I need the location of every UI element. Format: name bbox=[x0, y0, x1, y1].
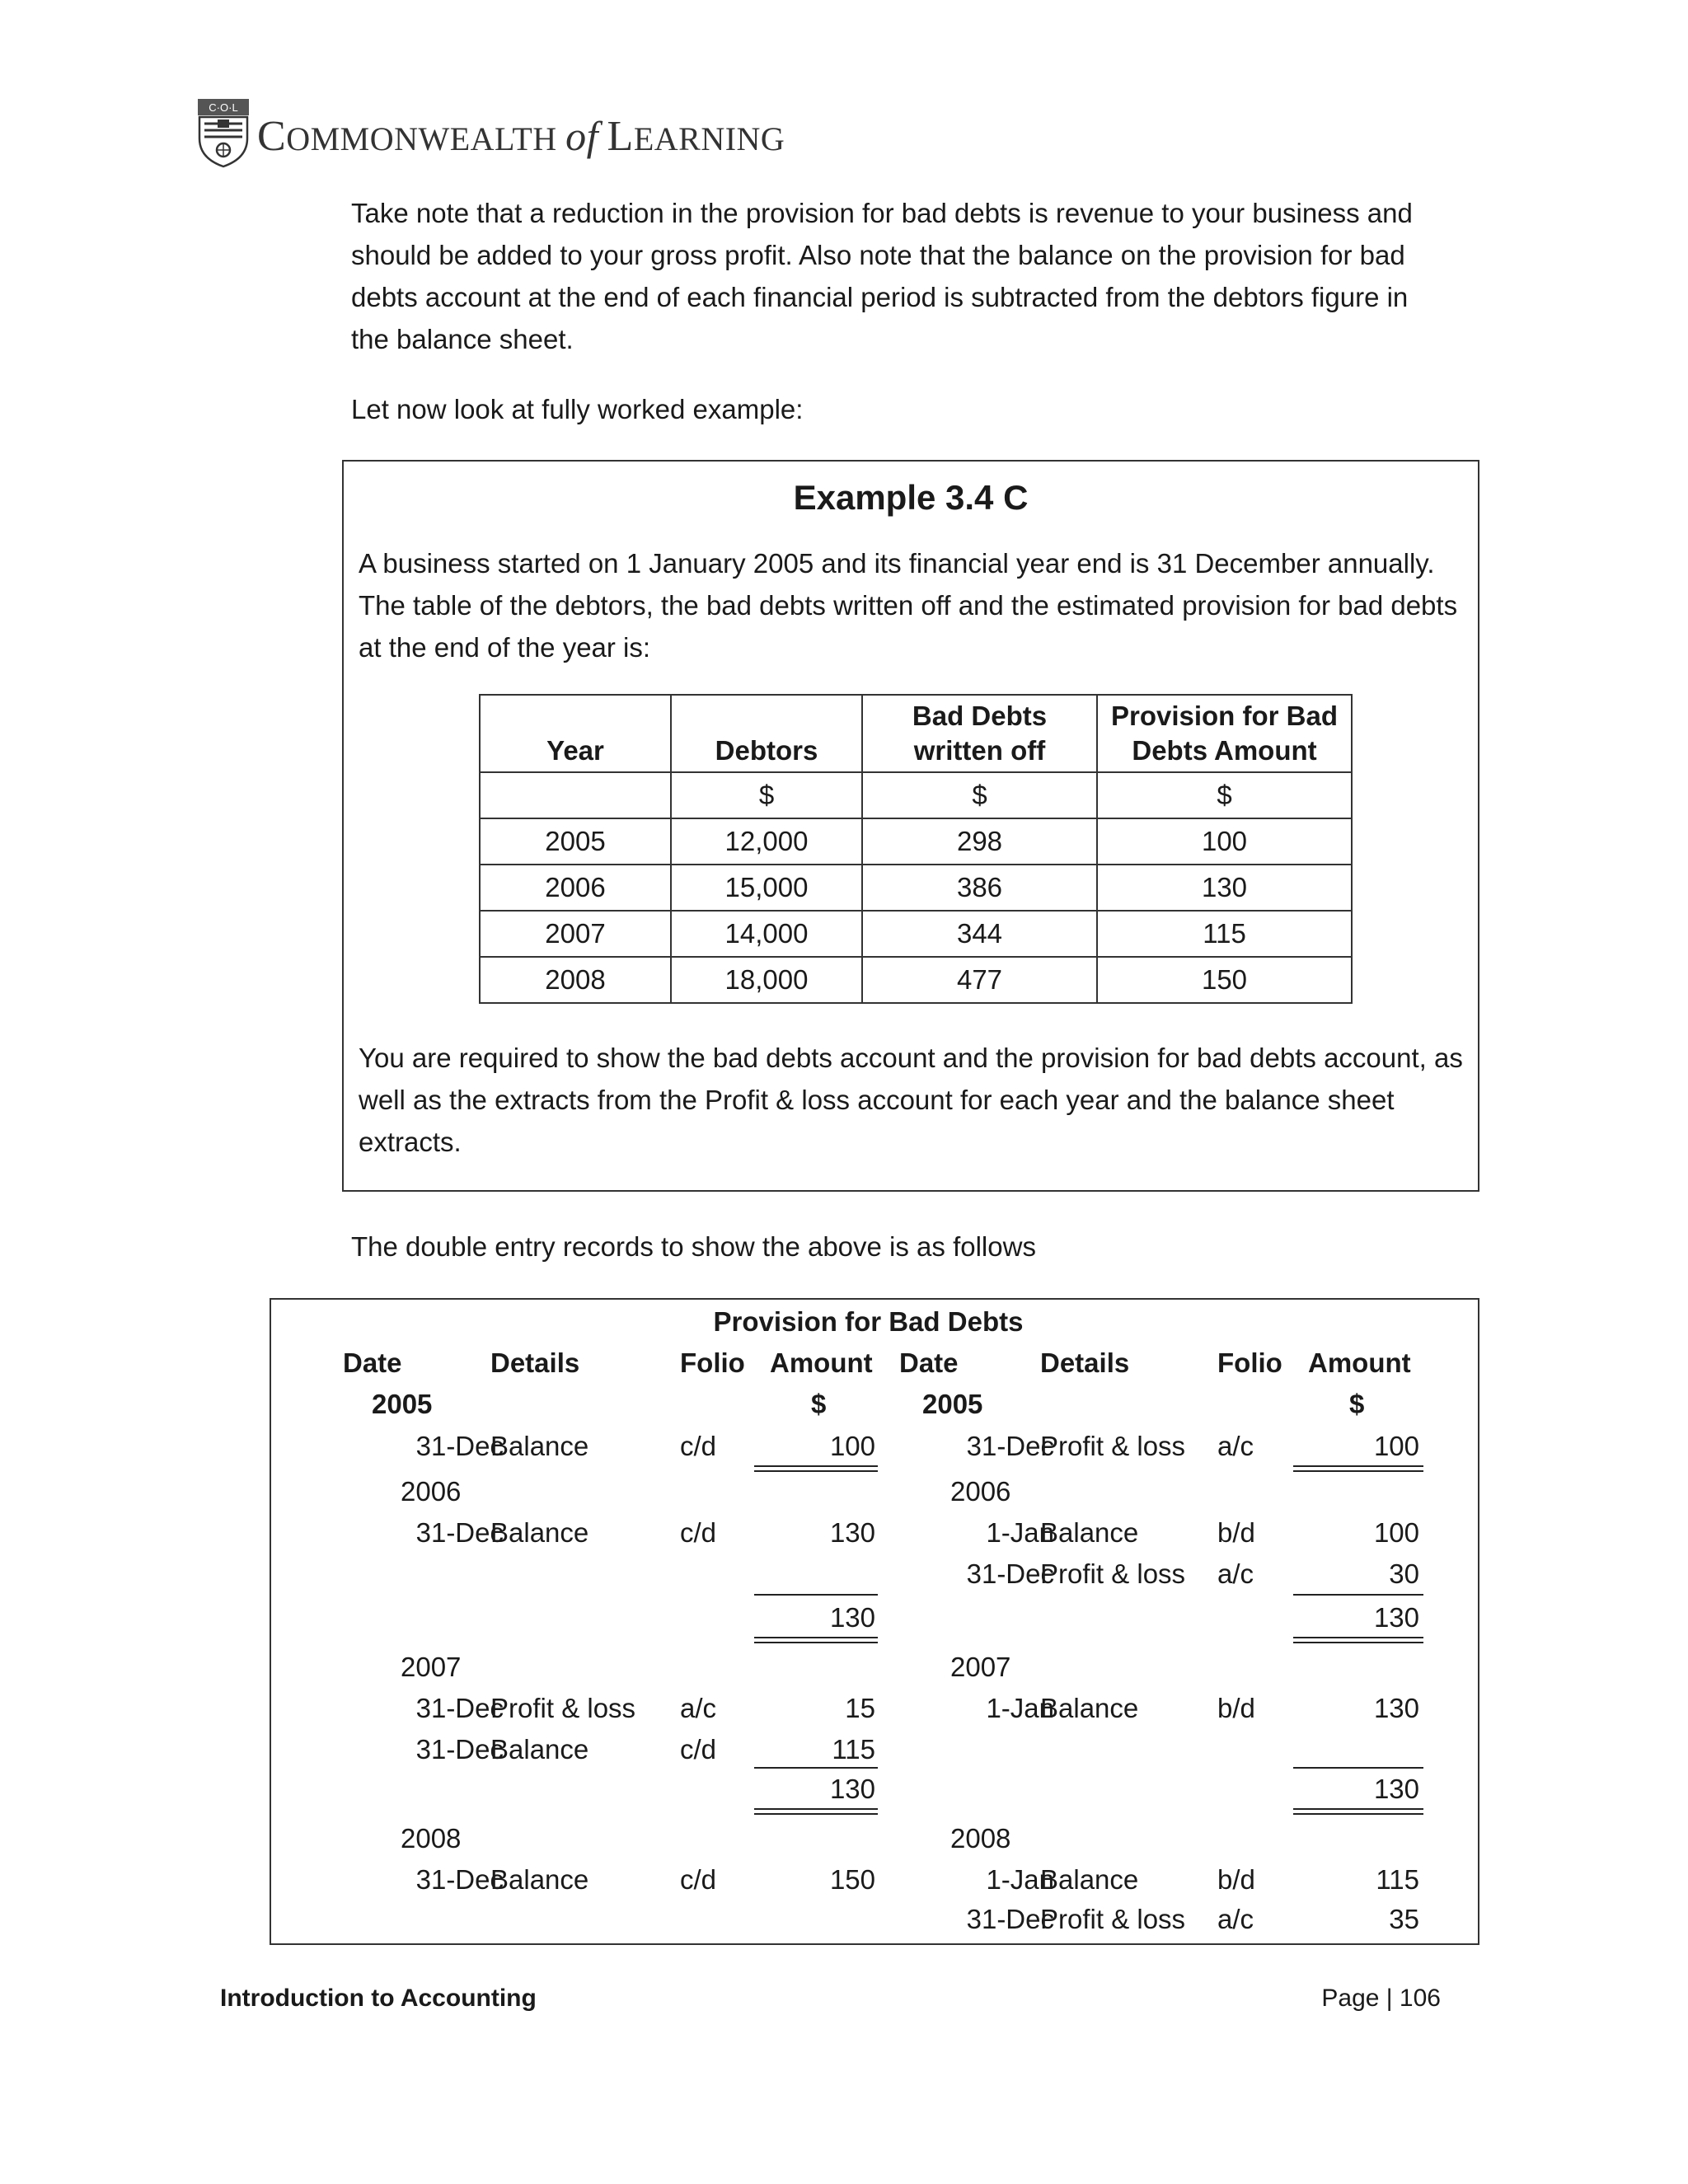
entry-date-right: 31-Dec bbox=[966, 1558, 1054, 1589]
entry-details-right: Balance bbox=[1040, 1693, 1139, 1723]
entry-details-right: Profit & loss bbox=[1040, 1904, 1186, 1934]
double-underline bbox=[754, 1465, 878, 1472]
year-label-right: 2006 bbox=[950, 1476, 1011, 1507]
entry-details: Balance bbox=[490, 1734, 589, 1765]
header-date-right: Date bbox=[899, 1347, 959, 1378]
col-shield-icon bbox=[196, 97, 251, 168]
year-label-right: 2008 bbox=[950, 1823, 1011, 1854]
debtors-table bbox=[479, 694, 1353, 1004]
ledger-account bbox=[270, 1298, 1479, 1945]
single-underline bbox=[754, 1594, 878, 1596]
table-cell: 100 bbox=[1097, 818, 1352, 865]
table-cell: 386 bbox=[862, 865, 1097, 911]
ledger-title: Provision for Bad Debts bbox=[713, 1306, 1024, 1337]
entry-folio-right: b/d bbox=[1217, 1864, 1255, 1895]
header-bad-debts: Bad Debts written off bbox=[862, 695, 1097, 772]
table-row bbox=[480, 818, 1352, 865]
entry-folio: a/c bbox=[680, 1693, 717, 1723]
single-underline bbox=[1293, 1594, 1423, 1596]
entry-details-right: Balance bbox=[1040, 1517, 1139, 1548]
entry-folio: c/d bbox=[680, 1734, 717, 1765]
logo-badge-text: C·O·L bbox=[209, 101, 238, 114]
header-amount: Amount bbox=[770, 1347, 873, 1378]
year-label: 2008 bbox=[401, 1823, 462, 1854]
header-details-right: Details bbox=[1040, 1347, 1130, 1378]
intro-paragraph: Take note that a reduction in the provision for bad debts is revenue to your business and should be added to your gross profit. Also note that the balance on the provision for bad debts account at the end of each financial period is subtracted from the debtors figure in the balance sheet. bbox=[351, 198, 1413, 354]
table-cell: 150 bbox=[1097, 957, 1352, 1003]
year-label-right: 2007 bbox=[950, 1652, 1011, 1682]
header-debtors: Debtors bbox=[671, 695, 862, 772]
entry-folio: c/d bbox=[680, 1517, 717, 1548]
col-logo bbox=[196, 97, 785, 171]
entry-date: 31-Dec bbox=[415, 1734, 504, 1765]
lead-sentence: Let now look at fully worked example: bbox=[351, 394, 804, 424]
table-cell: 477 bbox=[862, 957, 1097, 1003]
total-amount: 130 bbox=[829, 1774, 875, 1804]
unit-cell: $ bbox=[862, 772, 1097, 818]
table-cell: 2005 bbox=[480, 818, 671, 865]
year-2005-right: 2005 bbox=[922, 1389, 983, 1419]
entry-details: Profit & loss bbox=[490, 1693, 636, 1723]
example-description: A business started on 1 January 2005 and its financial year end is 31 December annually. The table of the debtors, the bad debts written off and the estimated provision for bad debts at the end of the year is: bbox=[359, 548, 1458, 663]
example-title: Example 3.4 C bbox=[793, 478, 1029, 517]
single-underline bbox=[1293, 1767, 1423, 1769]
unit-cell: $ bbox=[1097, 772, 1352, 818]
entry-details-right: Profit & loss bbox=[1040, 1431, 1186, 1461]
entry-date-right: 1-Jan bbox=[986, 1864, 1054, 1895]
table-cell: 2006 bbox=[480, 865, 671, 911]
entry-amount: 15 bbox=[845, 1693, 875, 1723]
header-details: Details bbox=[490, 1347, 580, 1378]
entry-date-right: 31-Dec bbox=[966, 1431, 1054, 1461]
single-underline bbox=[754, 1767, 878, 1769]
entry-details-right: Balance bbox=[1040, 1864, 1139, 1895]
unit-cell: $ bbox=[671, 772, 862, 818]
page-number: Page | 106 bbox=[1321, 1985, 1441, 2012]
total-amount-right: 130 bbox=[1373, 1774, 1419, 1804]
double-underline bbox=[1293, 1637, 1423, 1643]
entry-folio-right: a/c bbox=[1217, 1904, 1254, 1934]
entry-amount: 130 bbox=[829, 1517, 875, 1548]
year-label: 2006 bbox=[401, 1476, 462, 1507]
example-requirement: You are required to show the bad debts account and the provision for bad debts account, as well as the extracts from the Profit & loss account for each year and the balance sheet extracts. bbox=[359, 1043, 1463, 1157]
footer-title: Introduction to Accounting bbox=[220, 1985, 537, 2012]
entry-amount: 115 bbox=[832, 1734, 875, 1765]
header-folio-right: Folio bbox=[1217, 1347, 1282, 1378]
entry-amount-right: 115 bbox=[1376, 1864, 1419, 1895]
entry-amount-right: 30 bbox=[1389, 1558, 1419, 1589]
table-row bbox=[480, 865, 1352, 911]
entry-date: 31-Dec bbox=[415, 1864, 504, 1895]
table-cell: 298 bbox=[862, 818, 1097, 865]
double-underline bbox=[1293, 1465, 1423, 1472]
entry-amount: 150 bbox=[829, 1864, 875, 1895]
entry-folio-right: b/d bbox=[1217, 1517, 1255, 1548]
table-cell: 15,000 bbox=[671, 865, 862, 911]
logo-wordmark: COMMONWEALTH of LEARNING bbox=[257, 113, 785, 160]
follow-sentence: The double entry records to show the above is as follows bbox=[351, 1231, 1036, 1262]
header-year: Year bbox=[480, 695, 671, 772]
currency-right: $ bbox=[1349, 1389, 1365, 1419]
table-cell: 2007 bbox=[480, 911, 671, 957]
total-amount-right: 130 bbox=[1373, 1602, 1419, 1633]
currency-left: $ bbox=[811, 1389, 827, 1419]
entry-amount-right: 100 bbox=[1373, 1517, 1419, 1548]
entry-date-right: 31-Dec bbox=[966, 1904, 1054, 1934]
entry-folio-right: b/d bbox=[1217, 1693, 1255, 1723]
table-cell: 115 bbox=[1097, 911, 1352, 957]
header-folio: Folio bbox=[680, 1347, 745, 1378]
header-provision: Provision for Bad Debts Amount bbox=[1097, 695, 1352, 772]
entry-date: 31-Dec bbox=[415, 1693, 504, 1723]
table-cell: 14,000 bbox=[671, 911, 862, 957]
entry-folio: c/d bbox=[680, 1431, 717, 1461]
entry-date: 31-Dec bbox=[415, 1517, 504, 1548]
entry-amount-right: 35 bbox=[1389, 1904, 1419, 1934]
entry-date: 31-Dec bbox=[415, 1431, 504, 1461]
table-cell: 2008 bbox=[480, 957, 671, 1003]
double-underline bbox=[754, 1808, 878, 1815]
entry-details-right: Profit & loss bbox=[1040, 1558, 1186, 1589]
entry-date-right: 1-Jan bbox=[986, 1517, 1054, 1548]
table-row bbox=[480, 911, 1352, 957]
total-amount: 130 bbox=[829, 1602, 875, 1633]
table-header-row bbox=[480, 695, 1352, 772]
entry-details: Balance bbox=[490, 1864, 589, 1895]
example-box bbox=[342, 460, 1479, 1192]
year-2005-left: 2005 bbox=[372, 1389, 433, 1419]
entry-amount-right: 100 bbox=[1373, 1431, 1419, 1461]
table-cell: 344 bbox=[862, 911, 1097, 957]
header-date: Date bbox=[343, 1347, 402, 1378]
entry-date-right: 1-Jan bbox=[986, 1693, 1054, 1723]
entry-folio: c/d bbox=[680, 1864, 717, 1895]
table-cell: 130 bbox=[1097, 865, 1352, 911]
entry-amount-right: 130 bbox=[1373, 1693, 1419, 1723]
entry-folio-right: a/c bbox=[1217, 1431, 1254, 1461]
table-cell: 12,000 bbox=[671, 818, 862, 865]
year-label: 2007 bbox=[401, 1652, 462, 1682]
header-amount-right: Amount bbox=[1308, 1347, 1411, 1378]
table-cell: 18,000 bbox=[671, 957, 862, 1003]
entry-folio-right: a/c bbox=[1217, 1558, 1254, 1589]
entry-details: Balance bbox=[490, 1431, 589, 1461]
unit-cell bbox=[480, 772, 671, 818]
double-underline bbox=[754, 1637, 878, 1643]
double-underline bbox=[1293, 1808, 1423, 1815]
entry-amount: 100 bbox=[829, 1431, 875, 1461]
table-row bbox=[480, 957, 1352, 1003]
entry-details: Balance bbox=[490, 1517, 589, 1548]
table-row-units bbox=[480, 772, 1352, 818]
